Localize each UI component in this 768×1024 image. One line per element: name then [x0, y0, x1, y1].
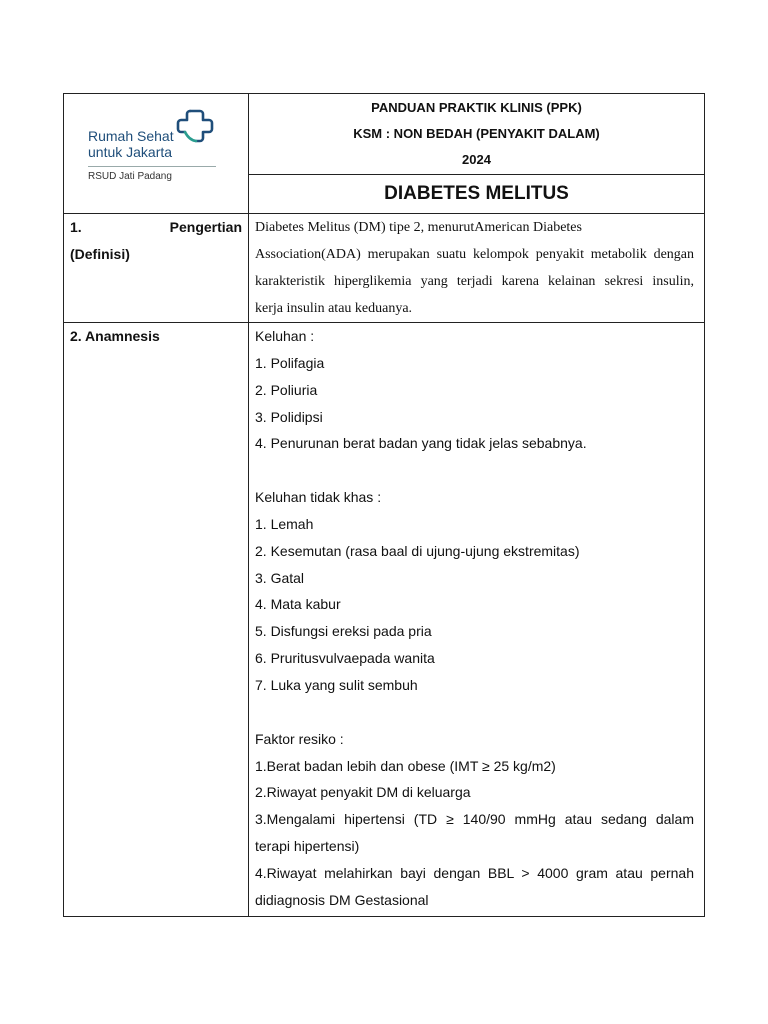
- logo-divider: [88, 166, 216, 167]
- faktor-item-cont: didiagnosis DM Gestasional: [255, 891, 429, 908]
- definition-label: [64, 214, 249, 323]
- tidak-khas-heading: Keluhan tidak khas :: [255, 489, 382, 506]
- definition-line: Association(ADA) merupakan suatu kelompok penyakit metabolik dengan: [255, 247, 694, 262]
- faktor-item: 1.Berat badan lebih dan obese (IMT ≥ 25 kg/m2): [255, 757, 556, 774]
- faktor-item: 2.Riwayat penyakit DM di keluarga: [255, 784, 471, 801]
- tidak-khas-item: 3. Gatal: [255, 569, 305, 586]
- logo-line-2: untuk Jakarta: [88, 144, 173, 160]
- tidak-khas-item: 2. Kesemutan (rasa baal di ujung-ujung ekstremitas): [255, 542, 580, 559]
- faktor-item: 4.Riwayat melahirkan bayi dengan BBL > 4000 gram atau pernah: [255, 864, 694, 881]
- faktor-heading: Faktor resiko :: [255, 730, 344, 747]
- header-line-1: PANDUAN PRAKTIK KLINIS (PPK): [371, 100, 582, 115]
- keluhan-item: 4. Penurunan berat badan yang tidak jelas sebabnya.: [255, 435, 587, 452]
- tidak-khas-item: 1. Lemah: [255, 515, 314, 532]
- tidak-khas-item: 4. Mata kabur: [255, 596, 341, 613]
- keluhan-heading: Keluhan :: [255, 328, 315, 344]
- anamnesis-content: [249, 323, 705, 917]
- definition-label-word: Pengertian: [169, 219, 242, 235]
- definition-content: [249, 214, 705, 323]
- hospital-logo: [88, 110, 216, 183]
- definition-label-sub: (Definisi): [70, 246, 130, 262]
- keluhan-item: 2. Poliuria: [255, 381, 318, 398]
- definition-line: karakteristik hiperglikemia yang terjadi karena kelainan sekresi insulin,: [255, 274, 694, 289]
- definition-line: kerja insulin atau keduanya.: [255, 301, 413, 316]
- logo-line-1: Rumah Sehat: [88, 128, 174, 144]
- anamnesis-label-text: 2. Anamnesis: [70, 328, 160, 344]
- definition-label-number: 1.: [70, 219, 82, 235]
- keluhan-item: 3. Polidipsi: [255, 408, 323, 425]
- faktor-item: 3.Mengalami hipertensi (TD ≥ 140/90 mmHg atau sedang dalam: [255, 811, 694, 828]
- ppk-document-table: [63, 93, 705, 917]
- tidak-khas-item: 6. Pruritusvulvaepada wanita: [255, 650, 435, 667]
- tidak-khas-item: 5. Disfungsi ereksi pada pria: [255, 623, 432, 640]
- header-cell: [249, 94, 705, 175]
- anamnesis-label: [64, 323, 249, 917]
- document-title: DIABETES MELITUS: [249, 175, 705, 214]
- definition-line: Diabetes Melitus (DM) tipe 2, menurutAmerican Diabetes: [255, 220, 582, 235]
- spacer: [255, 457, 694, 484]
- logo-subtitle: RSUD Jati Padang: [88, 171, 172, 182]
- keluhan-item: 1. Polifagia: [255, 354, 325, 371]
- header-line-2: KSM : NON BEDAH (PENYAKIT DALAM): [353, 126, 600, 141]
- header-year: 2024: [462, 152, 491, 167]
- spacer: [255, 699, 694, 726]
- logo-cell: [64, 94, 249, 214]
- health-cross-icon: [176, 108, 216, 144]
- tidak-khas-item: 7. Luka yang sulit sembuh: [255, 676, 418, 693]
- faktor-item-cont: terapi hipertensi): [255, 838, 360, 855]
